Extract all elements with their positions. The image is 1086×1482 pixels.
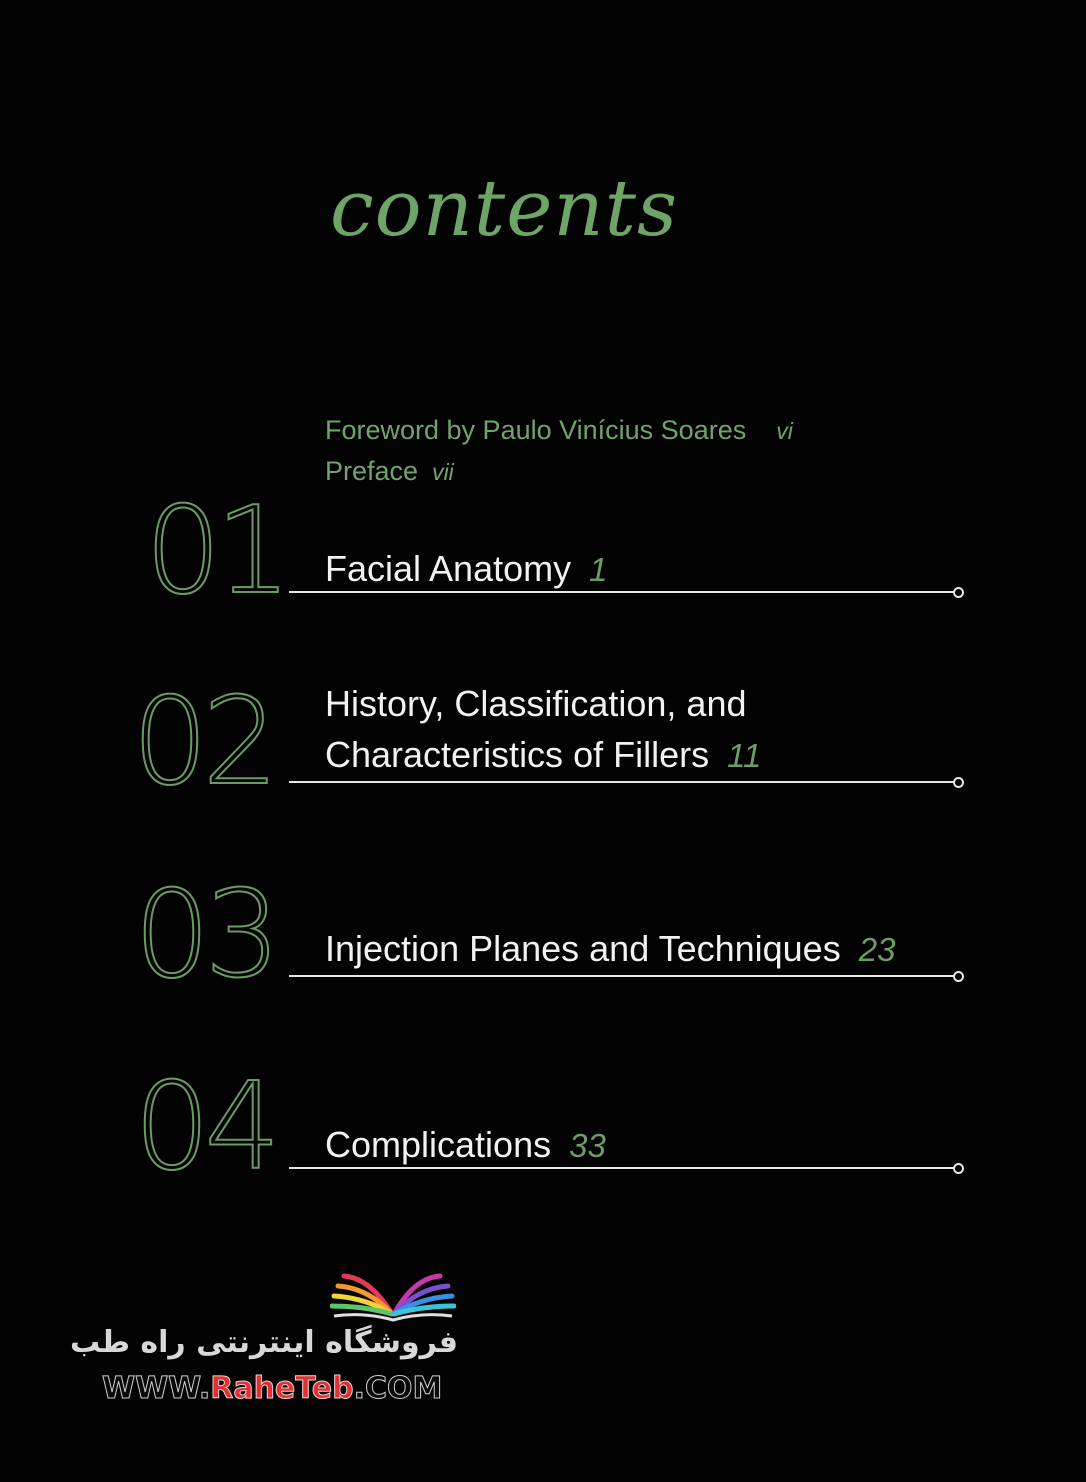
toc-entry-chapter-4[interactable] [325, 1119, 606, 1171]
toc-page-number: vii [432, 459, 454, 485]
watermark-store-name: فروشگاه اینترنتی راه طب [69, 1325, 458, 1360]
chapter-rule [289, 591, 955, 593]
chapter-rule [289, 781, 955, 783]
rule-end-dot [953, 1163, 964, 1174]
rule-end-dot [953, 777, 964, 788]
toc-entry-preface[interactable] [325, 458, 454, 485]
toc-page-number: vi [776, 418, 793, 444]
toc-page-number: 33 [569, 1127, 606, 1164]
chapter-title-line-2: Characteristics of Fillers [325, 734, 710, 775]
toc-entry-chapter-1[interactable] [325, 543, 607, 595]
chapter-title: Facial Anatomy [325, 548, 572, 589]
open-book-logo-icon [330, 1262, 456, 1324]
watermark-url-prefix: WWW. [102, 1371, 211, 1406]
toc-entry-label: Foreword by Paulo Vinícius Soares [325, 415, 747, 445]
toc-entry-chapter-2[interactable] [325, 678, 761, 781]
toc-page-number: 1 [589, 551, 608, 588]
chapter-number: 04 [134, 1058, 275, 1197]
chapter-number: 02 [132, 673, 273, 812]
toc-entry-label: Preface [325, 456, 419, 486]
watermark-url-brand: RaheTeb [210, 1371, 354, 1406]
toc-page-number: 11 [727, 737, 762, 774]
chapter-title-line-1: History, Classification, and [325, 683, 747, 724]
chapter-title: Complications [325, 1124, 552, 1165]
rule-end-dot [953, 971, 964, 982]
watermark-url-suffix: .COM [353, 1371, 443, 1406]
chapter-number: 03 [134, 866, 275, 1005]
rule-end-dot [953, 587, 964, 598]
chapter-rule [289, 975, 955, 977]
toc-page-number: 23 [858, 931, 896, 968]
page-title: contents [330, 164, 678, 254]
watermark-url [102, 1371, 443, 1406]
toc-entry-chapter-3[interactable] [325, 923, 895, 975]
toc-entry-foreword[interactable] [325, 417, 793, 444]
chapter-title: Injection Planes and Techniques [325, 928, 841, 969]
chapter-rule [289, 1167, 955, 1169]
chapter-number: 01 [145, 482, 286, 621]
